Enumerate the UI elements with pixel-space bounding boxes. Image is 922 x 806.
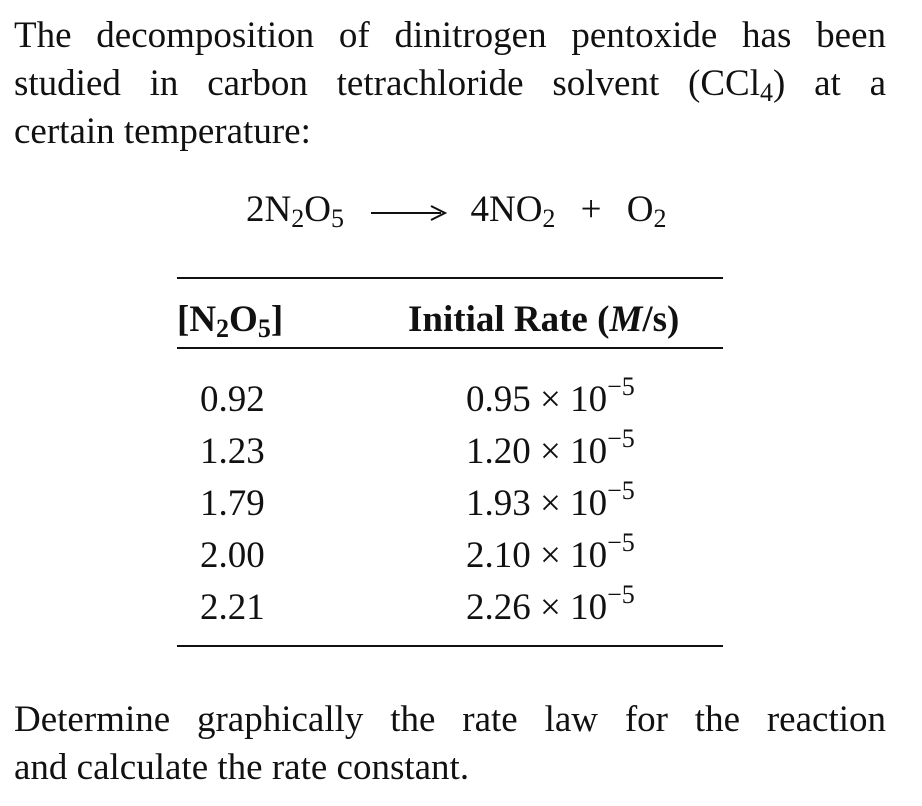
product-1-sub: 2	[542, 204, 556, 233]
reaction-arrow-icon	[371, 203, 447, 223]
product-1: 4NO	[470, 189, 543, 230]
table-top-rule	[177, 277, 723, 279]
table-row-4-rate	[466, 528, 635, 580]
header-concentration	[177, 296, 283, 344]
reactant-coef: 2N	[246, 189, 292, 230]
rate-mantissa: 1.20 × 10	[466, 431, 608, 472]
hdr-conc-open: [N	[177, 299, 217, 340]
hdr-conc-mid: O	[229, 299, 258, 340]
reaction-equation	[246, 186, 667, 234]
product-2-sub: 2	[653, 204, 667, 233]
hdr-conc-sub-2: 5	[257, 314, 271, 343]
rate-mantissa: 2.26 × 10	[466, 587, 608, 628]
intro-line-2	[14, 60, 886, 108]
reactant-sub-2: 5	[330, 204, 344, 233]
reactant-sub-1: 2	[291, 204, 305, 233]
reactant-mid: O	[304, 189, 331, 230]
rate-exponent: −5	[607, 372, 635, 401]
table-row-5-conc: 2.21	[200, 587, 265, 628]
hdr-rate-prefix: Initial Rate (	[408, 299, 610, 340]
header-initial-rate	[408, 296, 679, 344]
table-row-5-rate	[466, 580, 635, 632]
rate-exponent: −5	[607, 424, 635, 453]
table-header-rule	[177, 347, 723, 349]
intro-line-1: The decomposition of dinitrogen pentoxide has been	[14, 15, 886, 56]
hdr-conc-close: ]	[270, 299, 284, 340]
intro-paragraph	[14, 12, 886, 156]
table-bottom-rule	[177, 645, 723, 647]
rate-mantissa: 0.95 × 10	[466, 379, 608, 420]
rate-mantissa: 1.93 × 10	[466, 483, 608, 524]
product-2: O	[626, 189, 654, 230]
question-line-2: and calculate the rate constant.	[14, 747, 470, 788]
table-row-2-conc: 1.23	[200, 431, 265, 472]
hdr-rate-suffix: /s)	[642, 299, 680, 340]
rate-exponent: −5	[607, 528, 635, 557]
table-row-3-rate	[466, 476, 635, 528]
table-row-1-conc: 0.92	[200, 379, 265, 420]
ccl4-subscript: 4	[760, 78, 773, 107]
intro-line-2-text: studied in carbon tetrachloride solvent (CCl	[14, 63, 760, 104]
table-row-2-rate	[466, 424, 635, 476]
question-line-1: Determine graphically the rate law for the reaction	[14, 699, 886, 740]
question-paragraph	[14, 696, 886, 792]
hdr-rate-unit: M	[609, 299, 643, 340]
table-row-3-conc: 1.79	[200, 483, 265, 524]
table-row-4-conc: 2.00	[200, 535, 265, 576]
hdr-conc-sub-1: 2	[216, 314, 230, 343]
plus-sign: +	[580, 189, 602, 230]
rate-exponent: −5	[607, 580, 635, 609]
intro-line-3: certain temperature:	[14, 111, 311, 152]
rate-mantissa: 2.10 × 10	[466, 535, 608, 576]
intro-line-2-end: ) at a	[773, 63, 886, 104]
rate-exponent: −5	[607, 476, 635, 505]
table-row-1-rate	[466, 372, 635, 424]
